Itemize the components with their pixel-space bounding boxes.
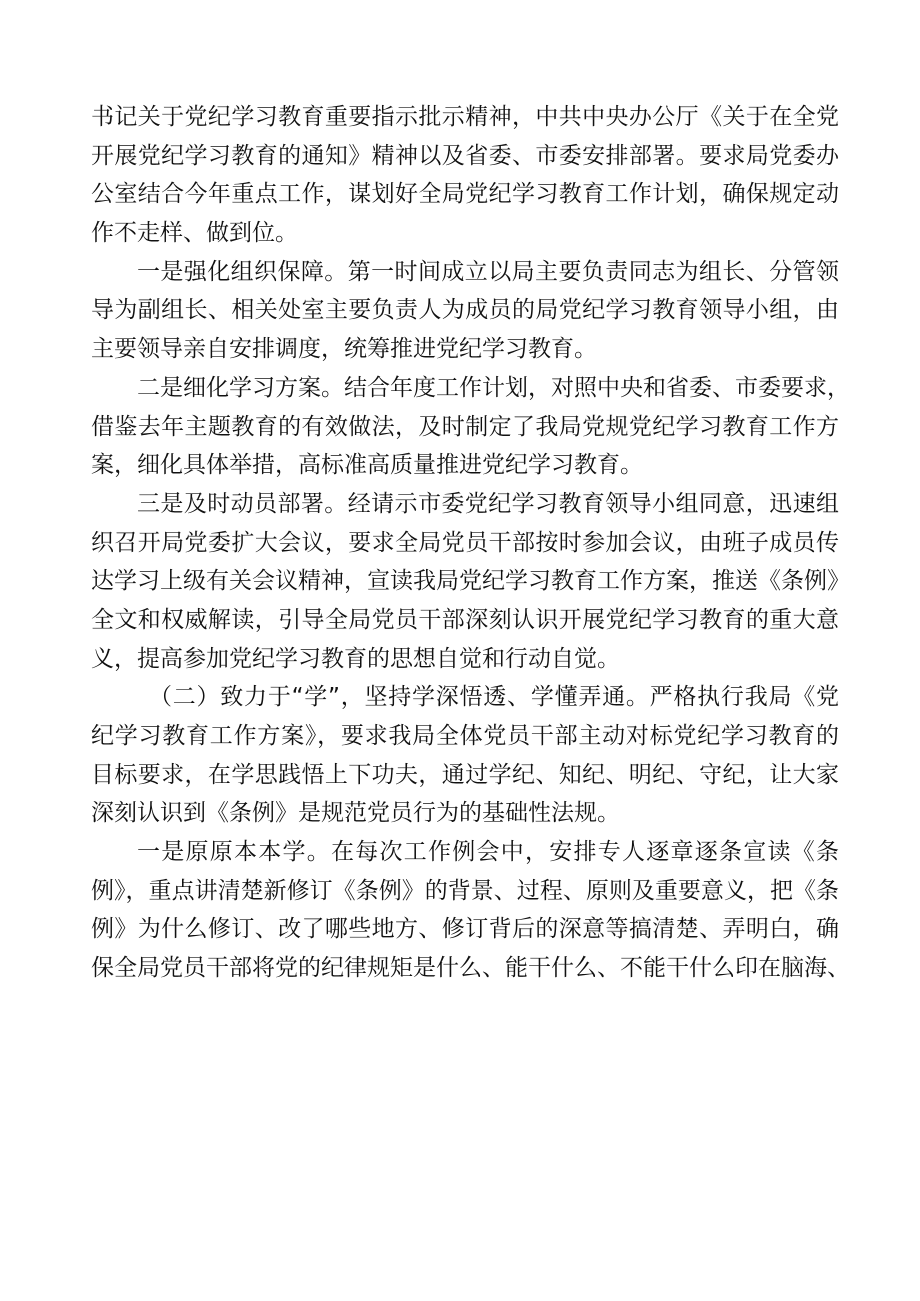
text-line: 保全局党员干部将党的纪律规矩是什么、能干什么、不能干什么印在脑海、	[91, 955, 850, 982]
document-body	[91, 98, 850, 988]
text-line: 三是及时动员部署。经请示市委党纪学习教育领导小组同意，迅速组	[137, 490, 839, 517]
text-line: 例》为什么修订、改了哪些地方、修订背后的深意等搞清楚、弄明白，确	[91, 916, 839, 943]
text-line: 纪学习教育工作方案》，要求我局全体党员干部主动对标党纪学习教育的	[91, 723, 839, 749]
text-line: 义，提高参加党纪学习教育的思想自觉和行动自觉。	[91, 645, 620, 672]
text-line: 织召开局党委扩大会议，要求全局党员干部按时参加会议，由班子成员传	[91, 529, 839, 556]
text-line: 导为副组长、相关处室主要负责人为成员的局党纪学习教育领导小组，由	[91, 297, 839, 324]
text-line: 作不走样、做到位。	[91, 220, 298, 247]
text-line: 深刻认识到《条例》是规范党员行为的基础性法规。	[91, 800, 620, 827]
text-line: 书记关于党纪学习教育重要指示批示精神，中共中央办公厅《关于在全党	[91, 104, 839, 130]
text-line: 一是强化组织保障。第一时间成立以局主要负责同志为组长、分管领	[137, 258, 839, 285]
text-line: 一是原原本本学。在每次工作例会中，安排专人逐章逐条宣读《条	[137, 839, 839, 866]
text-line: 公室结合今年重点工作，谋划好全局党纪学习教育工作计划，确保规定动	[91, 181, 839, 208]
text-line: （二）致力于“学”，坚持学深悟透、学懂弄通。严格执行我局《党	[149, 684, 839, 711]
text-line: 案，细化具体举措，高标准高质量推进党纪学习教育。	[91, 452, 643, 479]
text-line: 目标要求，在学思践悟上下功夫，通过学纪、知纪、明纪、守纪，让大家	[91, 761, 839, 788]
text-line: 达学习上级有关会议精神，宣读我局党纪学习教育工作方案，推送《条例》	[91, 568, 850, 595]
text-line: 开展党纪学习教育的通知》精神以及省委、市委安排部署。要求局党委办	[91, 142, 839, 169]
text-line: 全文和权威解读，引导全局党员干部深刻认识开展党纪学习教育的重大意	[91, 606, 839, 633]
text-line: 借鉴去年主题教育的有效做法，及时制定了我局党规党纪学习教育工作方	[91, 413, 839, 440]
text-line: 二是细化学习方案。结合年度工作计划，对照中央和省委、市委要求，	[137, 374, 850, 401]
text-line: 例》，重点讲清楚新修订《条例》的背景、过程、原则及重要意义，把《条	[91, 877, 839, 904]
text-line: 主要领导亲自安排调度，统筹推进党纪学习教育。	[91, 336, 597, 363]
